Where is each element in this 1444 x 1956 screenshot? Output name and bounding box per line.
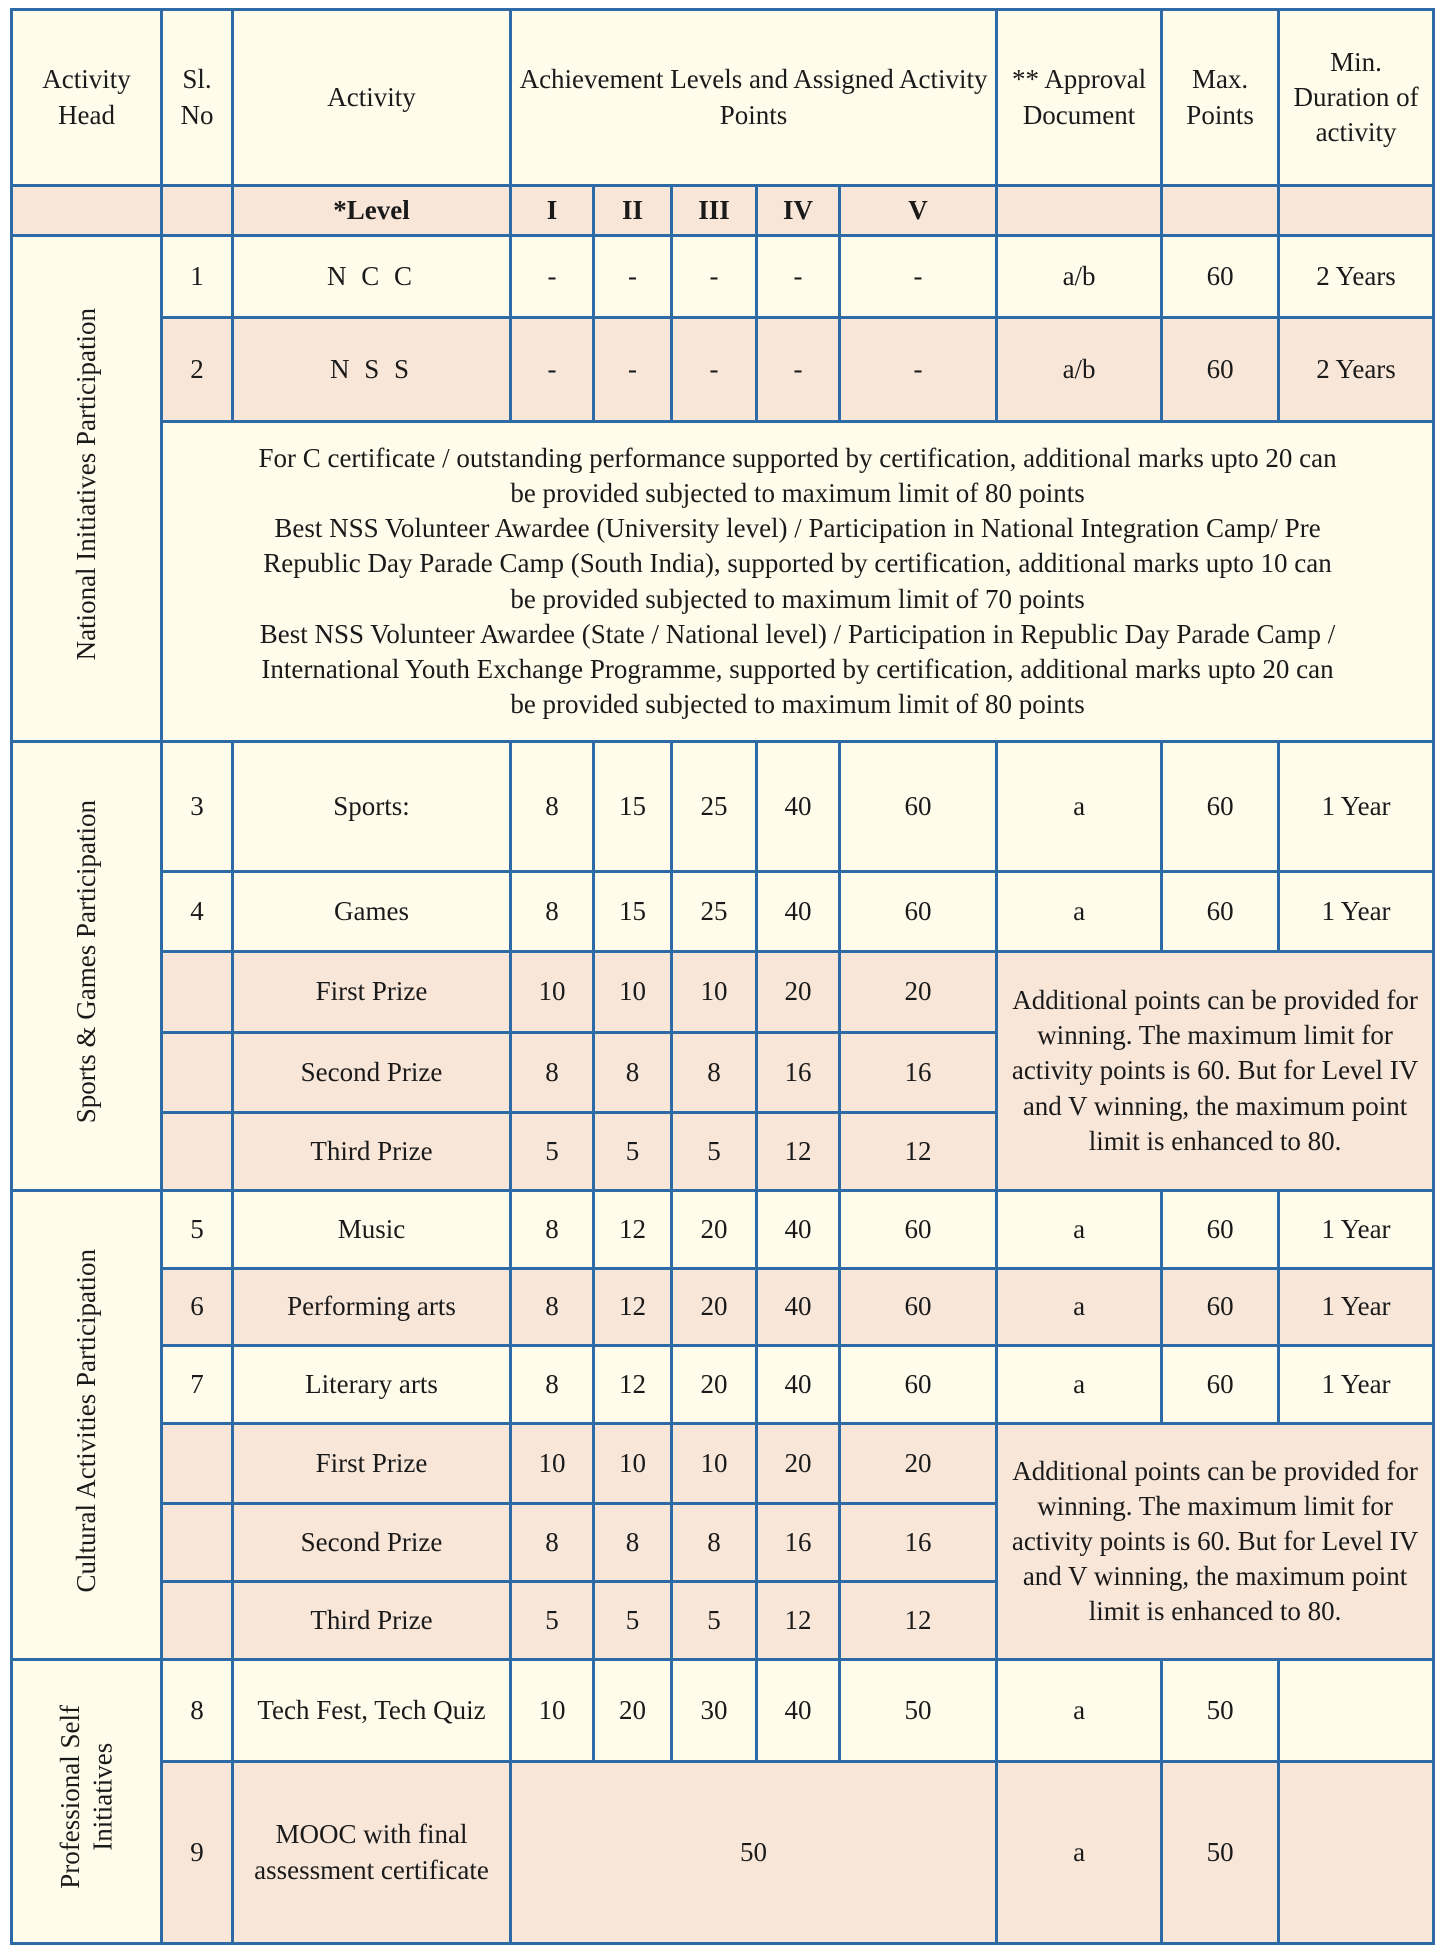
points-cell: 5 xyxy=(511,1582,594,1660)
table-row xyxy=(12,236,1434,318)
sl-no-cell xyxy=(162,952,233,1033)
points-cell: 40 xyxy=(757,1660,840,1762)
points-cell: - xyxy=(840,236,997,318)
level-iv: IV xyxy=(757,186,840,236)
section-head-line: Professional Self xyxy=(55,1705,86,1889)
header-min-duration: Min. Duration of activity xyxy=(1279,10,1434,186)
prize-row xyxy=(12,952,1434,1033)
section-head-cultural xyxy=(12,1191,162,1660)
header-sl-no: Sl. No xyxy=(162,10,233,186)
activity-points-table xyxy=(10,8,1435,1945)
points-cell: 5 xyxy=(672,1113,757,1191)
level-empty-cell xyxy=(1162,186,1279,236)
activity-cell: MOOC with final assessment certificate xyxy=(233,1762,511,1944)
activity-cell: Games xyxy=(233,872,511,952)
sl-no-cell xyxy=(162,1113,233,1191)
points-cell: 5 xyxy=(511,1113,594,1191)
duration-cell: 1 Year xyxy=(1279,1346,1434,1424)
approval-cell: a xyxy=(997,1269,1162,1346)
points-cell: 8 xyxy=(511,1191,594,1269)
sl-no-cell: 5 xyxy=(162,1191,233,1269)
points-cell: 20 xyxy=(757,1424,840,1504)
points-cell: 8 xyxy=(672,1033,757,1113)
activity-cell: Tech Fest, Tech Quiz xyxy=(233,1660,511,1762)
level-empty-cell xyxy=(162,186,233,236)
approval-cell: a xyxy=(997,742,1162,872)
points-cell: 12 xyxy=(840,1582,997,1660)
points-cell: 40 xyxy=(757,1191,840,1269)
level-v: V xyxy=(840,186,997,236)
section-head-sports xyxy=(12,742,162,1191)
approval-cell: a/b xyxy=(997,318,1162,422)
note-line: For C certificate / outstanding performance supported by certification, additional marks upto 20 can xyxy=(258,443,1337,474)
sl-no-cell xyxy=(162,1582,233,1660)
section-head-sports-label: Sports & Games Participation xyxy=(71,799,102,1124)
sl-no-cell xyxy=(162,1424,233,1504)
table-row xyxy=(12,872,1434,952)
activity-cell: First Prize xyxy=(233,1424,511,1504)
header-row xyxy=(12,10,1434,186)
activity-cell: N S S xyxy=(233,318,511,422)
level-empty-cell xyxy=(997,186,1162,236)
duration-cell xyxy=(1279,1660,1434,1762)
points-cell: 40 xyxy=(757,872,840,952)
points-cell: 10 xyxy=(672,1424,757,1504)
points-cell: - xyxy=(757,236,840,318)
activity-cell: Third Prize xyxy=(233,1113,511,1191)
duration-cell: 1 Year xyxy=(1279,1269,1434,1346)
activity-cell: Literary arts xyxy=(233,1346,511,1424)
points-cell: 16 xyxy=(840,1504,997,1582)
level-empty-cell xyxy=(1279,186,1434,236)
level-label: *Level xyxy=(233,186,511,236)
points-cell: 40 xyxy=(757,742,840,872)
table-row xyxy=(12,1269,1434,1346)
note-line: be provided subjected to maximum limit of 80 points xyxy=(510,688,1085,719)
sl-no-cell: 8 xyxy=(162,1660,233,1762)
section-head-national-label: National Initiatives Participation xyxy=(71,307,102,661)
points-cell: 16 xyxy=(840,1033,997,1113)
section-head-professional-label xyxy=(54,1705,119,1889)
points-cell: 10 xyxy=(594,1424,672,1504)
activity-cell: N C C xyxy=(233,236,511,318)
level-ii: II xyxy=(594,186,672,236)
duration-cell: 2 Years xyxy=(1279,318,1434,422)
activity-cell: Music xyxy=(233,1191,511,1269)
points-cell: 60 xyxy=(840,742,997,872)
max-points-cell: 60 xyxy=(1162,236,1279,318)
activity-cell: First Prize xyxy=(233,952,511,1033)
points-cell: 15 xyxy=(594,872,672,952)
points-cell: 8 xyxy=(511,1504,594,1582)
approval-cell: a xyxy=(997,1660,1162,1762)
points-cell: - xyxy=(511,236,594,318)
approval-cell: a xyxy=(997,872,1162,952)
points-cell: 5 xyxy=(672,1582,757,1660)
points-cell: 16 xyxy=(757,1504,840,1582)
points-cell: 12 xyxy=(757,1113,840,1191)
points-cell: 10 xyxy=(511,952,594,1033)
points-cell: 15 xyxy=(594,742,672,872)
table-row xyxy=(12,742,1434,872)
points-cell: 8 xyxy=(511,1269,594,1346)
sl-no-cell: 1 xyxy=(162,236,233,318)
note-line: be provided subjected to maximum limit of 70 points xyxy=(510,583,1085,614)
points-cell: - xyxy=(672,236,757,318)
points-cell: 20 xyxy=(840,952,997,1033)
points-cell: - xyxy=(672,318,757,422)
header-activity-head: Activity Head xyxy=(12,10,162,186)
duration-cell: 1 Year xyxy=(1279,1191,1434,1269)
table-row xyxy=(12,1762,1434,1944)
combined-points-cell: 50 xyxy=(511,1762,997,1944)
sl-no-cell: 4 xyxy=(162,872,233,952)
points-cell: 25 xyxy=(672,742,757,872)
points-cell: 12 xyxy=(757,1582,840,1660)
duration-cell xyxy=(1279,1762,1434,1944)
approval-cell: a xyxy=(997,1762,1162,1944)
points-cell: 8 xyxy=(511,1033,594,1113)
points-cell: 8 xyxy=(594,1033,672,1113)
points-cell: 16 xyxy=(757,1033,840,1113)
duration-cell: 2 Years xyxy=(1279,236,1434,318)
level-row xyxy=(12,186,1434,236)
sl-no-cell: 6 xyxy=(162,1269,233,1346)
points-cell: - xyxy=(511,318,594,422)
activity-cell: Performing arts xyxy=(233,1269,511,1346)
level-empty-cell xyxy=(12,186,162,236)
activity-cell: Third Prize xyxy=(233,1582,511,1660)
points-cell: 10 xyxy=(511,1660,594,1762)
points-cell: 10 xyxy=(594,952,672,1033)
points-cell: - xyxy=(757,318,840,422)
max-points-cell: 60 xyxy=(1162,742,1279,872)
points-cell: 8 xyxy=(511,872,594,952)
section-head-line: Initiatives xyxy=(87,1742,118,1851)
note-line: be provided subjected to maximum limit of 80 points xyxy=(510,478,1085,509)
activity-cell: Sports: xyxy=(233,742,511,872)
max-points-cell: 50 xyxy=(1162,1660,1279,1762)
duration-cell: 1 Year xyxy=(1279,742,1434,872)
points-cell: 8 xyxy=(511,1346,594,1424)
section-head-national xyxy=(12,236,162,742)
points-cell: - xyxy=(594,318,672,422)
duration-cell: 1 Year xyxy=(1279,872,1434,952)
header-max-points: Max. Points xyxy=(1162,10,1279,186)
points-cell: 10 xyxy=(672,952,757,1033)
points-cell: 20 xyxy=(672,1346,757,1424)
max-points-cell: 60 xyxy=(1162,1191,1279,1269)
max-points-cell: 60 xyxy=(1162,1346,1279,1424)
header-approval-document: ** Approval Document xyxy=(997,10,1162,186)
points-cell: 60 xyxy=(840,1269,997,1346)
points-cell: 20 xyxy=(594,1660,672,1762)
approval-cell: a/b xyxy=(997,236,1162,318)
points-cell: 5 xyxy=(594,1113,672,1191)
activity-cell: Second Prize xyxy=(233,1033,511,1113)
prize-row xyxy=(12,1424,1434,1504)
points-cell: 20 xyxy=(672,1191,757,1269)
max-points-cell: 60 xyxy=(1162,318,1279,422)
approval-cell: a xyxy=(997,1191,1162,1269)
note-line: International Youth Exchange Programme, supported by certification, additional marks upto 20 can xyxy=(261,653,1334,684)
points-cell: 40 xyxy=(757,1346,840,1424)
points-cell: 8 xyxy=(672,1504,757,1582)
section-head-cultural-label: Cultural Activities Participation xyxy=(71,1248,102,1593)
sl-no-cell xyxy=(162,1504,233,1582)
points-cell: 20 xyxy=(840,1424,997,1504)
sports-prize-note: Additional points can be provided for winning. The maximum limit for activity points is 60. But for Level IV and V winning, the maximum point limit is enhanced to 80. xyxy=(997,952,1434,1191)
sl-no-cell: 3 xyxy=(162,742,233,872)
points-cell: 50 xyxy=(840,1660,997,1762)
activity-points-table-container xyxy=(10,8,1435,1945)
points-cell: 8 xyxy=(594,1504,672,1582)
national-additional-marks-note xyxy=(162,422,1434,742)
points-cell: 5 xyxy=(594,1582,672,1660)
points-cell: 40 xyxy=(757,1269,840,1346)
note-line: Best NSS Volunteer Awardee (State / National level) / Participation in Republic Day Parade Camp / xyxy=(259,618,1336,649)
level-iii: III xyxy=(672,186,757,236)
points-cell: 30 xyxy=(672,1660,757,1762)
sl-no-cell: 9 xyxy=(162,1762,233,1944)
points-cell: 25 xyxy=(672,872,757,952)
points-cell: 60 xyxy=(840,872,997,952)
max-points-cell: 60 xyxy=(1162,872,1279,952)
points-cell: 12 xyxy=(594,1269,672,1346)
header-achievement-levels: Achievement Levels and Assigned Activity Points xyxy=(511,10,997,186)
level-i: I xyxy=(511,186,594,236)
note-line: Best NSS Volunteer Awardee (University level) / Participation in National Integration Camp/ Pre xyxy=(274,513,1321,544)
sl-no-cell xyxy=(162,1033,233,1113)
points-cell: - xyxy=(840,318,997,422)
note-line: Republic Day Parade Camp (South India), supported by certification, additional marks upto 10 can xyxy=(263,548,1332,579)
header-activity: Activity xyxy=(233,10,511,186)
points-cell: 12 xyxy=(840,1113,997,1191)
table-row xyxy=(12,1660,1434,1762)
cultural-prize-note: Additional points can be provided for winning. The maximum limit for activity points is 60. But for Level IV and V winning, the maximum point limit is enhanced to 80. xyxy=(997,1424,1434,1660)
activity-cell: Second Prize xyxy=(233,1504,511,1582)
section-head-professional xyxy=(12,1660,162,1944)
table-row xyxy=(12,422,1434,742)
points-cell: 8 xyxy=(511,742,594,872)
sl-no-cell: 2 xyxy=(162,318,233,422)
max-points-cell: 60 xyxy=(1162,1269,1279,1346)
table-row xyxy=(12,1191,1434,1269)
sl-no-cell: 7 xyxy=(162,1346,233,1424)
points-cell: - xyxy=(594,236,672,318)
points-cell: 12 xyxy=(594,1346,672,1424)
points-cell: 60 xyxy=(840,1346,997,1424)
points-cell: 60 xyxy=(840,1191,997,1269)
points-cell: 12 xyxy=(594,1191,672,1269)
table-row xyxy=(12,318,1434,422)
points-cell: 10 xyxy=(511,1424,594,1504)
approval-cell: a xyxy=(997,1346,1162,1424)
points-cell: 20 xyxy=(672,1269,757,1346)
points-cell: 20 xyxy=(757,952,840,1033)
max-points-cell: 50 xyxy=(1162,1762,1279,1944)
table-row xyxy=(12,1346,1434,1424)
